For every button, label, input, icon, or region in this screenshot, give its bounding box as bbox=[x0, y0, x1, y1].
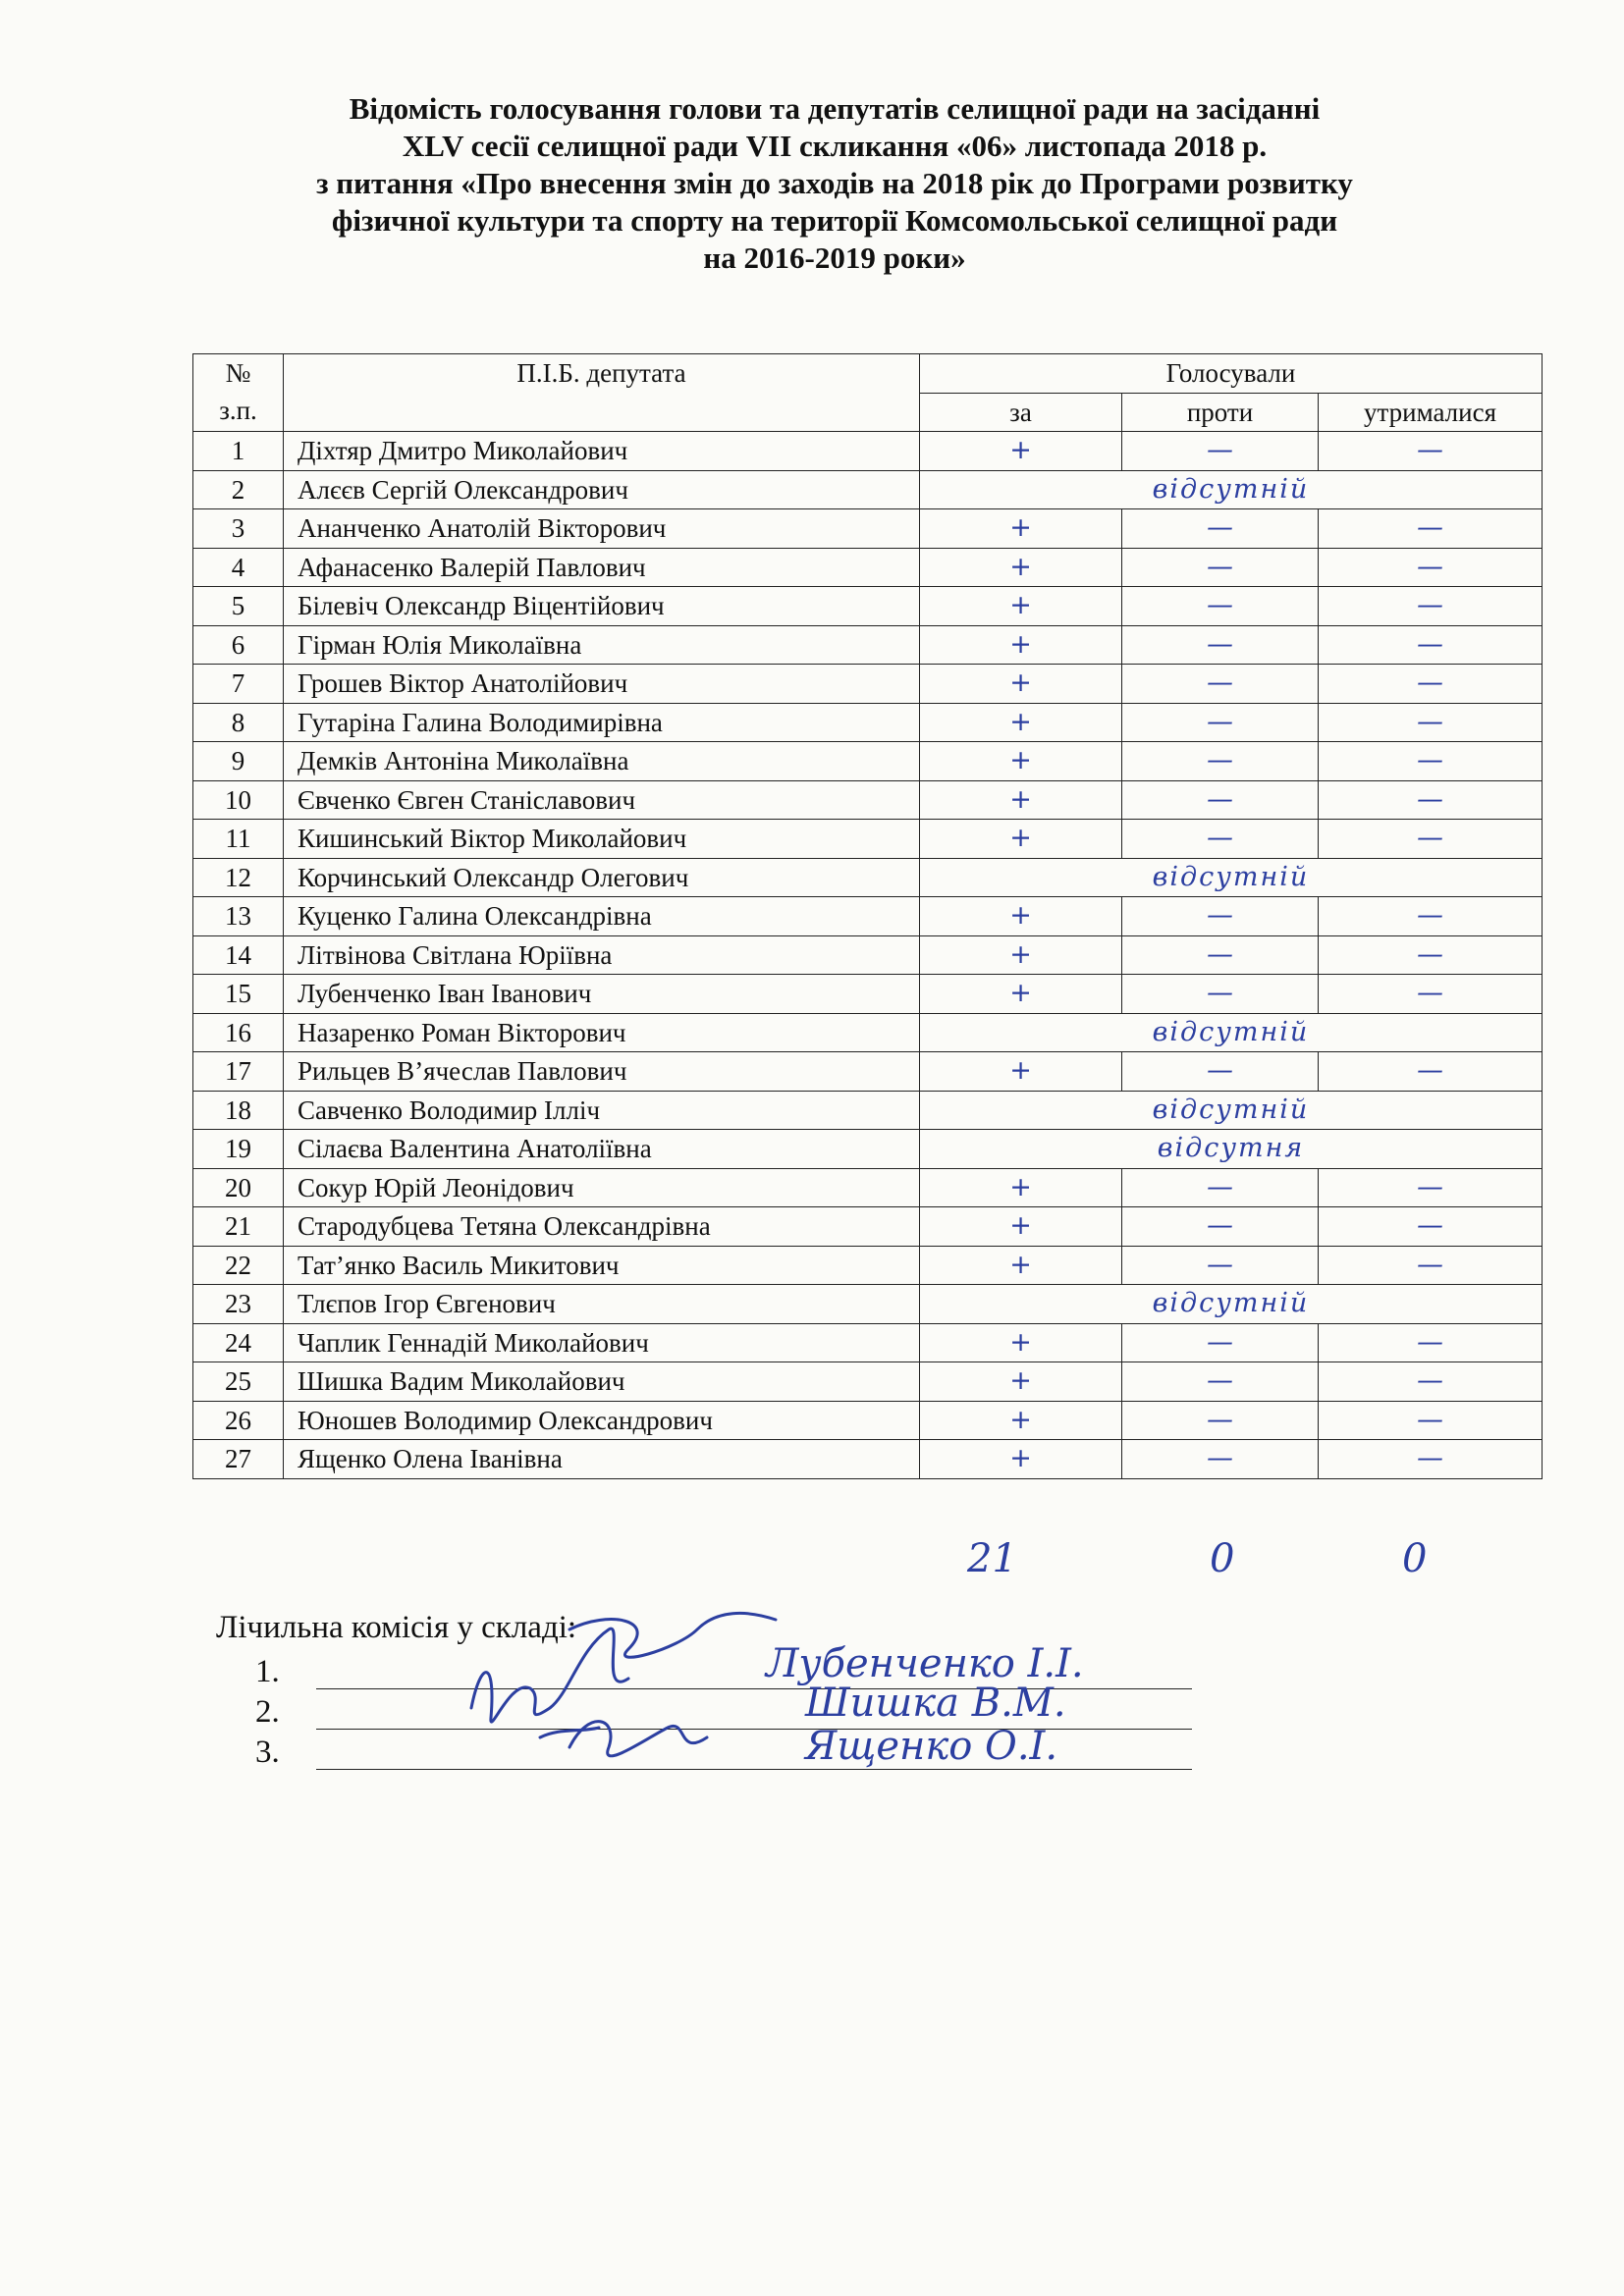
absent-note: відсутній bbox=[920, 1091, 1543, 1130]
row-number: 20 bbox=[193, 1168, 284, 1207]
vote-abstain-mark: — bbox=[1319, 587, 1543, 626]
vote-for-mark: + bbox=[920, 1168, 1122, 1207]
handwritten-signatures bbox=[452, 1590, 864, 1787]
row-number: 27 bbox=[193, 1440, 284, 1479]
vote-abstain-mark: — bbox=[1319, 1207, 1543, 1247]
table-row bbox=[193, 1130, 1543, 1169]
vote-for-mark: + bbox=[920, 1401, 1122, 1440]
vote-against-mark: — bbox=[1122, 975, 1319, 1014]
table-row bbox=[193, 665, 1543, 704]
title-line: з питання «Про внесення змін до заходів на 2018 рік до Програми розвитку bbox=[316, 166, 1353, 200]
deputy-name: Гутаріна Галина Володимирівна bbox=[284, 703, 920, 742]
header-votes: Голосували bbox=[920, 354, 1543, 394]
vote-for-mark: + bbox=[920, 665, 1122, 704]
deputy-name: Тат’янко Василь Микитович bbox=[284, 1246, 920, 1285]
voting-table bbox=[192, 353, 1543, 1479]
vote-abstain-mark: — bbox=[1319, 1401, 1543, 1440]
vote-against-mark: — bbox=[1122, 742, 1319, 781]
row-number: 22 bbox=[193, 1246, 284, 1285]
row-number: 11 bbox=[193, 820, 284, 859]
deputy-name: Євченко Євген Станіславович bbox=[284, 780, 920, 820]
vote-abstain-mark: — bbox=[1319, 509, 1543, 549]
table-row bbox=[193, 742, 1543, 781]
vote-abstain-mark: — bbox=[1319, 897, 1543, 936]
vote-abstain-mark: — bbox=[1319, 975, 1543, 1014]
vote-for-mark: + bbox=[920, 1052, 1122, 1092]
deputy-name: Грошев Віктор Анатолійович bbox=[284, 665, 920, 704]
table-row bbox=[193, 587, 1543, 626]
vote-against-mark: — bbox=[1122, 1168, 1319, 1207]
row-number: 13 bbox=[193, 897, 284, 936]
deputy-name: Сілаєва Валентина Анатоліївна bbox=[284, 1130, 920, 1169]
row-number: 9 bbox=[193, 742, 284, 781]
total-for: 21 bbox=[967, 1536, 1017, 1581]
table-row bbox=[193, 935, 1543, 975]
vote-abstain-mark: — bbox=[1319, 1323, 1543, 1362]
commission-member-name: Ященко О.І. bbox=[805, 1724, 1058, 1769]
row-number: 16 bbox=[193, 1013, 284, 1052]
absent-note: відсутній bbox=[920, 858, 1543, 897]
vote-against-mark: — bbox=[1122, 625, 1319, 665]
row-number: 8 bbox=[193, 703, 284, 742]
vote-against-mark: — bbox=[1122, 935, 1319, 975]
vote-against-mark: — bbox=[1122, 1207, 1319, 1247]
header-name: П.І.Б. депутата bbox=[284, 354, 920, 432]
vote-against-mark: — bbox=[1122, 1362, 1319, 1402]
row-number: 14 bbox=[193, 935, 284, 975]
table-row bbox=[193, 858, 1543, 897]
absent-note: відсутній bbox=[920, 1285, 1543, 1324]
vote-against-mark: — bbox=[1122, 1440, 1319, 1479]
vote-against-mark: — bbox=[1122, 587, 1319, 626]
row-number: 18 bbox=[193, 1091, 284, 1130]
row-number: 26 bbox=[193, 1401, 284, 1440]
absent-note: відсутній bbox=[920, 470, 1543, 509]
vote-abstain-mark: — bbox=[1319, 1246, 1543, 1285]
vote-for-mark: + bbox=[920, 935, 1122, 975]
deputy-name: Алєєв Сергій Олександрович bbox=[284, 470, 920, 509]
row-number: 24 bbox=[193, 1323, 284, 1362]
deputy-name: Чаплик Геннадій Миколайович bbox=[284, 1323, 920, 1362]
table-row bbox=[193, 470, 1543, 509]
vote-against-mark: — bbox=[1122, 548, 1319, 587]
deputy-name: Рильцев В’ячеслав Павлович bbox=[284, 1052, 920, 1092]
row-number: 6 bbox=[193, 625, 284, 665]
deputy-name: Лубенченко Іван Іванович bbox=[284, 975, 920, 1014]
total-abstain: 0 bbox=[1402, 1536, 1428, 1581]
row-number: 5 bbox=[193, 587, 284, 626]
title-line: на 2016-2019 роки» bbox=[703, 240, 966, 275]
vote-for-mark: + bbox=[920, 975, 1122, 1014]
deputy-name: Літвінова Світлана Юріївна bbox=[284, 935, 920, 975]
table-row bbox=[193, 703, 1543, 742]
deputy-name: Діхтяр Дмитро Миколайович bbox=[284, 432, 920, 471]
deputy-name: Кишинський Віктор Миколайович bbox=[284, 820, 920, 859]
row-number: 12 bbox=[193, 858, 284, 897]
table-row bbox=[193, 1091, 1543, 1130]
vote-abstain-mark: — bbox=[1319, 1168, 1543, 1207]
table-row bbox=[193, 1440, 1543, 1479]
title-line: XLV сесії селищної ради VII скликання «06» листопада 2018 р. bbox=[402, 129, 1268, 163]
row-number: 23 bbox=[193, 1285, 284, 1324]
vote-against-mark: — bbox=[1122, 897, 1319, 936]
table-row bbox=[193, 820, 1543, 859]
vote-against-mark: — bbox=[1122, 1401, 1319, 1440]
deputy-name: Білевіч Олександр Віцентійович bbox=[284, 587, 920, 626]
table-row bbox=[193, 1323, 1543, 1362]
table-row bbox=[193, 897, 1543, 936]
vote-for-mark: + bbox=[920, 703, 1122, 742]
table-row bbox=[193, 1401, 1543, 1440]
table-row bbox=[193, 1052, 1543, 1092]
commission-label: Лічильна комісія у складі: bbox=[216, 1610, 577, 1645]
deputy-name: Шишка Вадим Миколайович bbox=[284, 1362, 920, 1402]
vote-against-mark: — bbox=[1122, 1052, 1319, 1092]
vote-for-mark: + bbox=[920, 432, 1122, 471]
deputy-name: Юношев Володимир Олександрович bbox=[284, 1401, 920, 1440]
commission-member-name: Шишка В.М. bbox=[805, 1681, 1066, 1726]
commission-num: 2. bbox=[255, 1694, 280, 1730]
table-row bbox=[193, 1168, 1543, 1207]
vote-for-mark: + bbox=[920, 820, 1122, 859]
row-number: 21 bbox=[193, 1207, 284, 1247]
deputy-name: Ананченко Анатолій Вікторович bbox=[284, 509, 920, 549]
vote-for-mark: + bbox=[920, 1323, 1122, 1362]
row-number: 4 bbox=[193, 548, 284, 587]
header-against: проти bbox=[1122, 393, 1319, 432]
vote-abstain-mark: — bbox=[1319, 1440, 1543, 1479]
vote-for-mark: + bbox=[920, 625, 1122, 665]
table-row bbox=[193, 1362, 1543, 1402]
vote-abstain-mark: — bbox=[1319, 432, 1543, 471]
vote-abstain-mark: — bbox=[1319, 548, 1543, 587]
document-title bbox=[196, 90, 1473, 277]
table-row bbox=[193, 780, 1543, 820]
deputy-name: Гірман Юлія Миколаївна bbox=[284, 625, 920, 665]
table-row bbox=[193, 975, 1543, 1014]
vote-against-mark: — bbox=[1122, 820, 1319, 859]
vote-for-mark: + bbox=[920, 742, 1122, 781]
vote-for-mark: + bbox=[920, 1246, 1122, 1285]
vote-abstain-mark: — bbox=[1319, 665, 1543, 704]
row-number: 2 bbox=[193, 470, 284, 509]
vote-abstain-mark: — bbox=[1319, 703, 1543, 742]
table-row bbox=[193, 432, 1543, 471]
table-row bbox=[193, 1013, 1543, 1052]
table-row bbox=[193, 1207, 1543, 1247]
absent-note: відсутній bbox=[920, 1013, 1543, 1052]
row-number: 15 bbox=[193, 975, 284, 1014]
row-number: 19 bbox=[193, 1130, 284, 1169]
header-abstain: утрималися bbox=[1319, 393, 1543, 432]
commission-num: 1. bbox=[255, 1654, 280, 1689]
deputy-name: Афанасенко Валерій Павлович bbox=[284, 548, 920, 587]
deputy-name: Демків Антоніна Миколаївна bbox=[284, 742, 920, 781]
vote-for-mark: + bbox=[920, 1207, 1122, 1247]
deputy-name: Корчинський Олександр Олегович bbox=[284, 858, 920, 897]
vote-abstain-mark: — bbox=[1319, 742, 1543, 781]
row-number: 3 bbox=[193, 509, 284, 549]
title-line: фізичної культури та спорту на території Комсомольської селищної ради bbox=[331, 203, 1338, 238]
deputy-name: Куценко Галина Олександрівна bbox=[284, 897, 920, 936]
commission-member-name: Лубенченко І.І. bbox=[766, 1641, 1084, 1686]
vote-against-mark: — bbox=[1122, 1246, 1319, 1285]
vote-abstain-mark: — bbox=[1319, 935, 1543, 975]
absent-note: відсутня bbox=[920, 1130, 1543, 1169]
total-against: 0 bbox=[1210, 1536, 1235, 1581]
vote-against-mark: — bbox=[1122, 665, 1319, 704]
vote-abstain-mark: — bbox=[1319, 1052, 1543, 1092]
header-number: № з.п. bbox=[193, 354, 284, 432]
deputy-name: Ященко Олена Іванівна bbox=[284, 1440, 920, 1479]
deputy-name: Сокур Юрій Леонідович bbox=[284, 1168, 920, 1207]
vote-for-mark: + bbox=[920, 1362, 1122, 1402]
header-for: за bbox=[920, 393, 1122, 432]
vote-for-mark: + bbox=[920, 548, 1122, 587]
table-row bbox=[193, 625, 1543, 665]
title-line: Відомість голосування голови та депутатів селищної ради на засіданні bbox=[349, 91, 1321, 126]
table-row bbox=[193, 1285, 1543, 1324]
vote-abstain-mark: — bbox=[1319, 780, 1543, 820]
row-number: 1 bbox=[193, 432, 284, 471]
vote-against-mark: — bbox=[1122, 432, 1319, 471]
vote-for-mark: + bbox=[920, 780, 1122, 820]
vote-abstain-mark: — bbox=[1319, 1362, 1543, 1402]
row-number: 25 bbox=[193, 1362, 284, 1402]
table-row bbox=[193, 1246, 1543, 1285]
vote-for-mark: + bbox=[920, 587, 1122, 626]
vote-against-mark: — bbox=[1122, 509, 1319, 549]
vote-for-mark: + bbox=[920, 897, 1122, 936]
row-number: 10 bbox=[193, 780, 284, 820]
vote-abstain-mark: — bbox=[1319, 820, 1543, 859]
vote-against-mark: — bbox=[1122, 703, 1319, 742]
table-row bbox=[193, 509, 1543, 549]
table-row bbox=[193, 548, 1543, 587]
deputy-name: Тлєпов Ігор Євгенович bbox=[284, 1285, 920, 1324]
vote-for-mark: + bbox=[920, 509, 1122, 549]
deputy-name: Назаренко Роман Вікторович bbox=[284, 1013, 920, 1052]
row-number: 7 bbox=[193, 665, 284, 704]
deputy-name: Савченко Володимир Ілліч bbox=[284, 1091, 920, 1130]
vote-for-mark: + bbox=[920, 1440, 1122, 1479]
vote-against-mark: — bbox=[1122, 780, 1319, 820]
commission-num: 3. bbox=[255, 1735, 280, 1770]
vote-against-mark: — bbox=[1122, 1323, 1319, 1362]
deputy-name: Стародубцева Тетяна Олександрівна bbox=[284, 1207, 920, 1247]
vote-abstain-mark: — bbox=[1319, 625, 1543, 665]
row-number: 17 bbox=[193, 1052, 284, 1092]
